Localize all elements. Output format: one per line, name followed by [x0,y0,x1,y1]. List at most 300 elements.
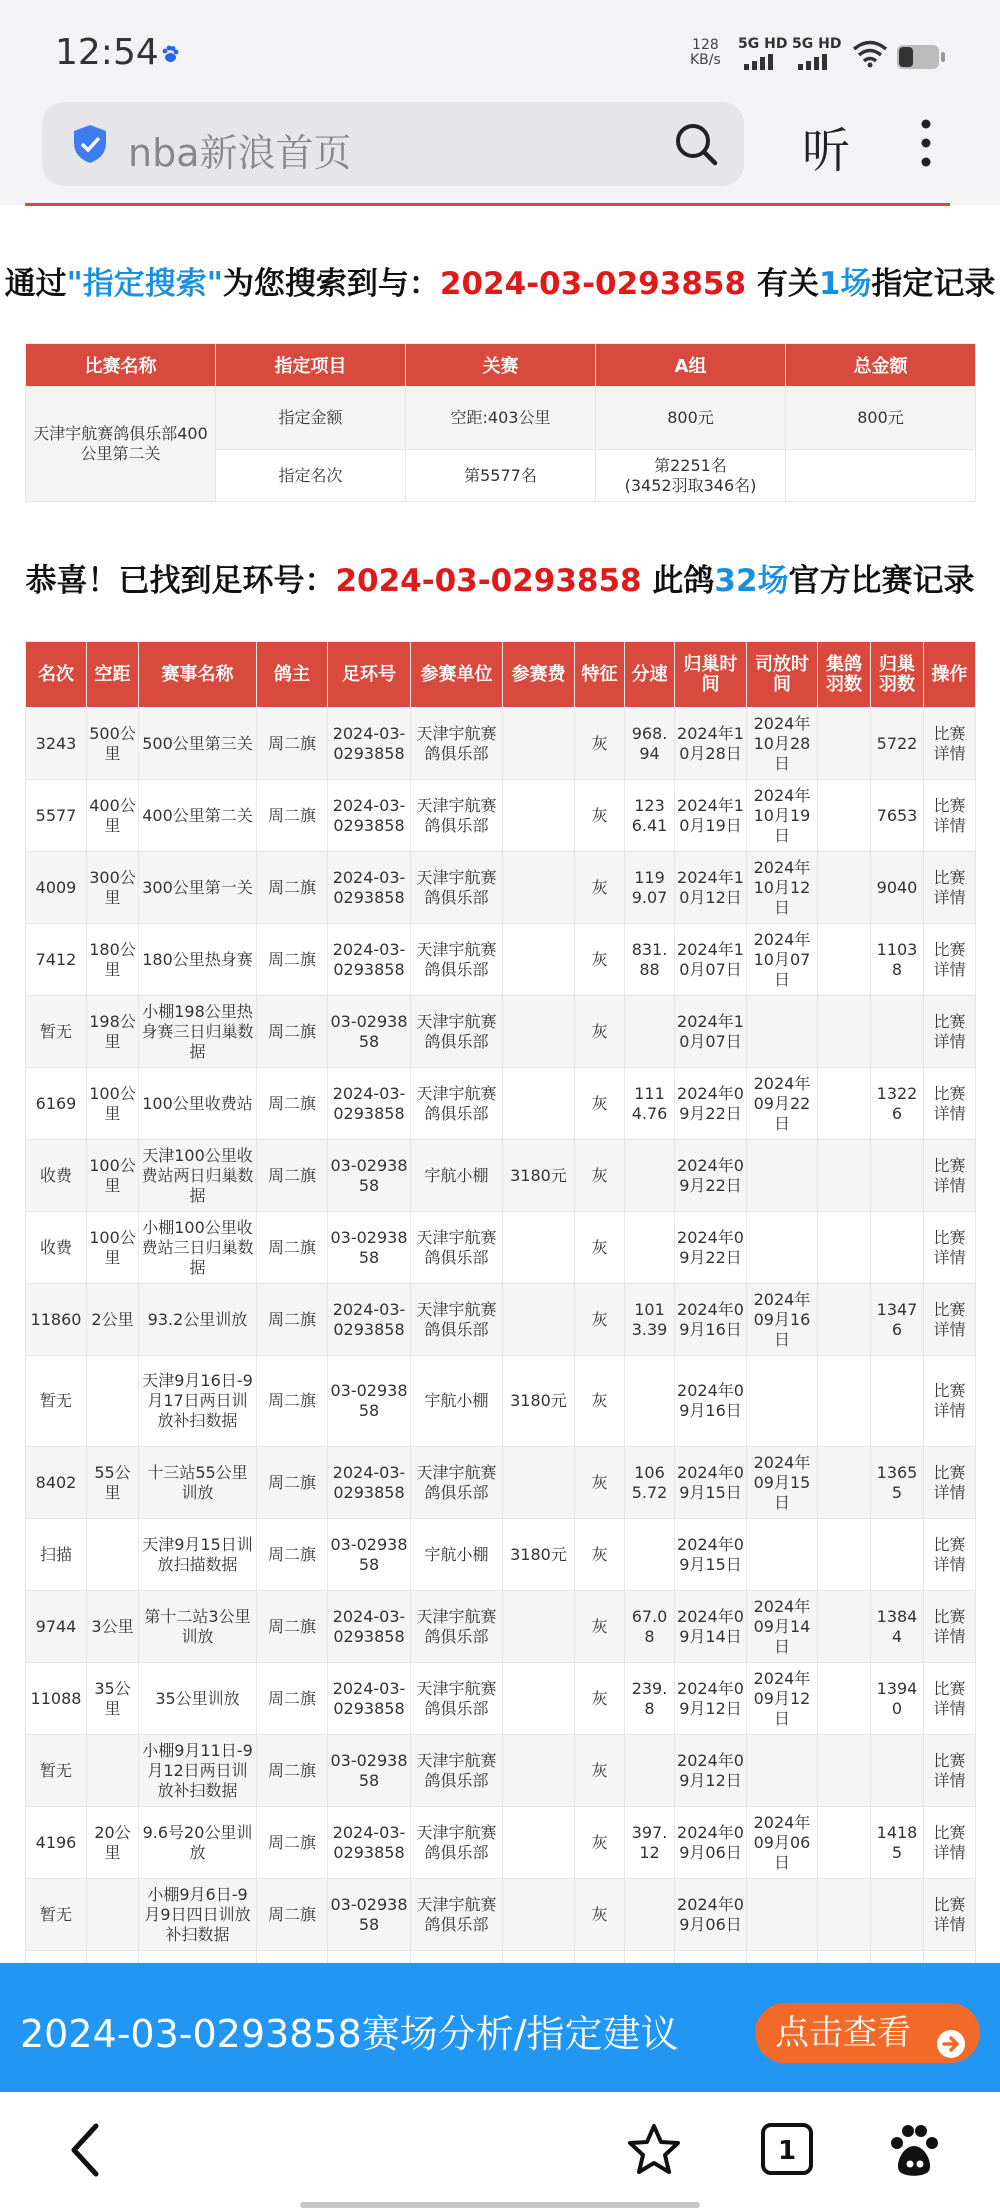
cell-distance [87,1879,139,1951]
cell-release-time: 2024年09月22日 [747,1068,818,1140]
cell-speed: 831.88 [625,924,675,996]
column-header-returned-count: 归巢羽数 [871,642,924,708]
cell-entry-fee [503,1663,575,1735]
cell-return-time: 2024年09月22日 [675,1068,747,1140]
cell-speed [625,1519,675,1591]
cell-speed: 1199.07 [625,852,675,924]
column-header-speed: 分速 [625,642,675,708]
table-header-row [26,344,976,387]
cell-speed [625,1140,675,1212]
cell-rank: 暂无 [26,1879,87,1951]
cell-returned-count [871,1140,924,1212]
cell-ring-number: 2024-03-0293858 [328,1284,411,1356]
cell-release-time: 2024年10月19日 [747,780,818,852]
race-details-link[interactable]: 比赛详情 [924,924,976,996]
cell-distance: 500公里 [87,708,139,780]
cell-feature: 灰 [575,1879,625,1951]
race-details-link[interactable]: 比赛详情 [924,1519,976,1591]
battery-icon [896,44,946,74]
divider [25,203,950,206]
race-details-link[interactable]: 比赛详情 [924,1447,976,1519]
cell-ring-number: 03-0293858 [328,1140,411,1212]
cell-entered-count [818,852,871,924]
cell-race-name: 93.2公里训放 [139,1284,257,1356]
cell-feature: 灰 [575,1068,625,1140]
cell-feature: 灰 [575,780,625,852]
cell-rank: 6169 [26,1068,87,1140]
cell-race-name: 小棚9月6日-9月9日四日训放补扫数据 [139,1879,257,1951]
cell-club: 天津宇航赛鸽俱乐部 [411,1212,503,1284]
cell-club: 宇航小棚 [411,1140,503,1212]
cell-owner: 周二旗 [257,1356,328,1447]
cell-return-time: 2024年09月15日 [675,1519,747,1591]
cell-owner: 周二旗 [257,996,328,1068]
column-header-owner: 鸽主 [257,642,328,708]
cell-race-name: 第十二站3公里训放 [139,1591,257,1663]
cell-race-name: 300公里第一关 [139,852,257,924]
cell-return-time: 2024年09月14日 [675,1591,747,1663]
cell-distance: 20公里 [87,1807,139,1879]
cell-rank: 暂无 [26,1356,87,1447]
cell-race-name: 小棚100公里收费站三日归巢数据 [139,1212,257,1284]
cell-entered-count [818,1284,871,1356]
table-cell: 指定金额 [216,387,406,450]
cell-entry-fee [503,1447,575,1519]
cell-release-time: 2024年09月14日 [747,1591,818,1663]
cell-release-time: 2024年10月28日 [747,708,818,780]
race-details-link[interactable]: 比赛详情 [924,1591,976,1663]
cell-release-time: 2024年09月15日 [747,1447,818,1519]
cell-return-time: 2024年10月12日 [675,852,747,924]
table-header-row [26,642,976,708]
table-row [26,1735,976,1807]
cell-distance: 100公里 [87,1140,139,1212]
cell-entry-fee: 3180元 [503,1356,575,1447]
cell-entry-fee [503,1879,575,1951]
cell-feature: 灰 [575,1807,625,1879]
table-row [26,1519,976,1591]
cell-feature: 灰 [575,1591,625,1663]
column-header-club: 参赛单位 [411,642,503,708]
cell-rank: 收费 [26,1140,87,1212]
cell-return-time: 2024年09月12日 [675,1735,747,1807]
cell-rank: 4196 [26,1807,87,1879]
cell-return-time: 2024年09月15日 [675,1447,747,1519]
cell-return-time: 2024年10月07日 [675,924,747,996]
cell-owner: 周二旗 [257,1879,328,1951]
table-cell: 空距:403公里 [406,387,596,450]
cell-release-time: 2024年10月07日 [747,924,818,996]
cell-speed: 968.94 [625,708,675,780]
race-details-link[interactable]: 比赛详情 [924,1879,976,1951]
cell-release-time [747,1879,818,1951]
cell-rank: 3243 [26,708,87,780]
column-header: A组 [596,344,786,387]
cell-speed: 1065.72 [625,1447,675,1519]
cell-entered-count [818,1356,871,1447]
table-row [26,387,976,450]
race-details-link[interactable]: 比赛详情 [924,996,976,1068]
search-box[interactable] [42,102,744,186]
wifi-icon [852,40,888,72]
cell-entered-count [818,1807,871,1879]
cell-club: 天津宇航赛鸽俱乐部 [411,1284,503,1356]
home-indicator[interactable] [300,2202,700,2208]
table-row [26,1879,976,1951]
cell-entry-fee [503,1284,575,1356]
cell-race-name: 180公里热身赛 [139,924,257,996]
cell-distance: 400公里 [87,780,139,852]
cell-return-time: 2024年09月16日 [675,1284,747,1356]
race-details-link[interactable]: 比赛详情 [924,1735,976,1807]
cell-returned-count: 13655 [871,1447,924,1519]
cell-rank: 11860 [26,1284,87,1356]
cell-rank: 9744 [26,1591,87,1663]
cell-race-name: 小棚9月11日-9月12日两日训放补扫数据 [139,1735,257,1807]
cell-entered-count [818,708,871,780]
cell-race-name: 400公里第二关 [139,780,257,852]
baidu-paw-icon [160,44,180,68]
cell-return-time: 2024年09月16日 [675,1356,747,1447]
race-details-link[interactable]: 比赛详情 [924,1140,976,1212]
cell-entry-fee [503,780,575,852]
cell-returned-count: 13226 [871,1068,924,1140]
cell-feature: 灰 [575,1663,625,1735]
cell-return-time: 2024年10月19日 [675,780,747,852]
cell-return-time: 2024年09月06日 [675,1879,747,1951]
cell-release-time [747,1140,818,1212]
banner-text[interactable]: 2024-03-0293858赛场分析/指定建议 [20,2012,679,2056]
cell-release-time: 2024年09月06日 [747,1807,818,1879]
cell-returned-count: 13476 [871,1284,924,1356]
table-row [26,852,976,924]
cell-owner: 周二旗 [257,1807,328,1879]
cell-distance: 180公里 [87,924,139,996]
cell-speed: 397.12 [625,1807,675,1879]
cell-race-name: 天津100公里收费站两日归巢数据 [139,1140,257,1212]
cell-release-time: 2024年10月12日 [747,852,818,924]
cell-return-time: 2024年09月22日 [675,1212,747,1284]
bet-record-table [25,343,976,502]
cell-returned-count [871,996,924,1068]
cell-club: 宇航小棚 [411,1519,503,1591]
cell-entry-fee [503,1591,575,1663]
cell-race-name: 100公里收费站 [139,1068,257,1140]
cell-returned-count [871,1519,924,1591]
cell-speed: 239.8 [625,1663,675,1735]
cell-owner: 周二旗 [257,1212,328,1284]
cell-returned-count: 14185 [871,1807,924,1879]
cell-speed [625,1356,675,1447]
cell-entered-count [818,1140,871,1212]
cell-ring-number: 2024-03-0293858 [328,1591,411,1663]
column-header: 指定项目 [216,344,406,387]
cell-release-time [747,1356,818,1447]
cell-entry-fee [503,1068,575,1140]
cell-feature: 灰 [575,1519,625,1591]
cell-returned-count [871,1356,924,1447]
cell-distance [87,1735,139,1807]
cell-feature: 灰 [575,1284,625,1356]
cell-release-time [747,996,818,1068]
tabs-icon[interactable] [760,2122,814,2180]
cell-returned-count: 5722 [871,708,924,780]
cell-ring-number: 2024-03-0293858 [328,1068,411,1140]
search-result-heading: 通过"指定搜索"为您搜索到与：2024-03-0293858 有关1场指定记录 [4,266,996,302]
cell-rank: 11088 [26,1663,87,1735]
table-cell: 第5577名 [406,450,596,502]
cell-feature: 灰 [575,996,625,1068]
cell-returned-count: 13940 [871,1663,924,1735]
cell-returned-count: 9040 [871,852,924,924]
cell-distance: 300公里 [87,852,139,924]
table-cell: 第2251名 (3452羽取346名) [596,450,786,502]
cell-distance: 100公里 [87,1212,139,1284]
cell-feature: 灰 [575,708,625,780]
cell-rank: 7412 [26,924,87,996]
bookmark-star-icon[interactable] [626,2122,682,2182]
cell-entry-fee: 3180元 [503,1519,575,1591]
cell-speed: 1236.41 [625,780,675,852]
cell-rank: 5577 [26,780,87,852]
race-details-link[interactable]: 比赛详情 [924,1356,976,1447]
cell-owner: 周二旗 [257,1591,328,1663]
race-details-link[interactable]: 比赛详情 [924,780,976,852]
listen-button[interactable]: 听 [802,123,851,179]
column-header: 关赛 [406,344,596,387]
signal-indicator-2: 5G HD [792,36,841,70]
table-row [26,780,976,852]
cell-feature: 灰 [575,1212,625,1284]
cell-club: 天津宇航赛鸽俱乐部 [411,780,503,852]
back-icon[interactable] [66,2122,106,2182]
table-row [26,1356,976,1447]
clock: 12:54 [55,32,159,73]
cell-speed [625,1212,675,1284]
cell-race-name: 十三站55公里训放 [139,1447,257,1519]
cell-entered-count [818,1519,871,1591]
cell-race-name: 500公里第三关 [139,708,257,780]
cell-entered-count [818,1663,871,1735]
search-query[interactable]: nba新浪首页 [128,131,352,175]
table-row [26,1212,976,1284]
cell-speed [625,996,675,1068]
race-details-link[interactable]: 比赛详情 [924,1663,976,1735]
cell-owner: 周二旗 [257,1735,328,1807]
cell-feature: 灰 [575,924,625,996]
cell-returned-count [871,1879,924,1951]
table-row [26,924,976,996]
cell-club: 天津宇航赛鸽俱乐部 [411,708,503,780]
table-row [26,1284,976,1356]
cell-release-time [747,1735,818,1807]
cell-owner: 周二旗 [257,708,328,780]
signal-indicator-1: 5G HD [738,36,787,70]
signal-bars-icon [792,54,832,70]
cell-speed [625,1735,675,1807]
cell-entry-fee [503,1735,575,1807]
cell-club: 宇航小棚 [411,1356,503,1447]
cell-return-time: 2024年10月07日 [675,996,747,1068]
cell-feature: 灰 [575,1447,625,1519]
cell-race-name: 9.6号20公里训放 [139,1807,257,1879]
more-menu-icon[interactable] [918,118,934,172]
column-header-release-time: 司放时间 [747,642,818,708]
cell-ring-number: 03-0293858 [328,996,411,1068]
cell-entry-fee [503,708,575,780]
column-header-race-name: 赛事名称 [139,642,257,708]
cell-distance [87,1519,139,1591]
cell-rank: 8402 [26,1447,87,1519]
cell-return-time: 2024年09月22日 [675,1140,747,1212]
cell-speed: 1013.39 [625,1284,675,1356]
cell-distance: 198公里 [87,996,139,1068]
cell-returned-count: 11038 [871,924,924,996]
cell-release-time: 2024年09月16日 [747,1284,818,1356]
table-row [26,1140,976,1212]
race-details-link[interactable]: 比赛详情 [924,1284,976,1356]
arrow-right-icon [936,2018,966,2078]
cell-returned-count [871,1735,924,1807]
column-header: 比赛名称 [26,344,216,387]
cell-ring-number: 2024-03-0293858 [328,1447,411,1519]
cell-speed: 67.08 [625,1591,675,1663]
cell-club: 天津宇航赛鸽俱乐部 [411,1735,503,1807]
browser-nav-bar [0,2092,1000,2211]
cell-entered-count [818,1591,871,1663]
security-shield-icon [72,124,108,168]
race-details-link[interactable]: 比赛详情 [924,1807,976,1879]
cell-owner: 周二旗 [257,924,328,996]
cell-entered-count [818,780,871,852]
cell-entered-count [818,996,871,1068]
cell-ring-number: 2024-03-0293858 [328,1807,411,1879]
cell-entered-count [818,1212,871,1284]
table-row [26,1447,976,1519]
network-speed: 128 KB/s [690,37,721,68]
cell-ring-number: 03-0293858 [328,1356,411,1447]
column-header-action: 操作 [924,642,976,708]
cell-entered-count [818,1447,871,1519]
cell-return-time: 2024年10月28日 [675,708,747,780]
cell-entry-fee [503,1807,575,1879]
cell-ring-number: 03-0293858 [328,1519,411,1591]
cell-rank: 扫描 [26,1519,87,1591]
cell-owner: 周二旗 [257,780,328,852]
cell-entered-count [818,1068,871,1140]
cell-feature: 灰 [575,1356,625,1447]
column-header-distance: 空距 [87,642,139,708]
table-cell: 800元 [786,387,976,450]
analysis-banner[interactable] [0,1963,1000,2092]
cell-entry-fee [503,924,575,996]
table-row [26,1807,976,1879]
table-row [26,1591,976,1663]
cell-entered-count [818,1879,871,1951]
table-row [26,708,976,780]
table-cell [786,450,976,502]
cell-club: 天津宇航赛鸽俱乐部 [411,852,503,924]
cell-returned-count: 13844 [871,1591,924,1663]
cell-ring-number: 2024-03-0293858 [328,924,411,996]
cell-feature: 灰 [575,852,625,924]
cell-club: 天津宇航赛鸽俱乐部 [411,1591,503,1663]
cell-release-time [747,1519,818,1591]
cell-distance: 55公里 [87,1447,139,1519]
race-details-link[interactable]: 比赛详情 [924,708,976,780]
cell-owner: 周二旗 [257,1068,328,1140]
cell-owner: 周二旗 [257,1663,328,1735]
cell-return-time: 2024年09月06日 [675,1807,747,1879]
race-name-cell: 天津宇航赛鸽俱乐部400公里第二关 [26,387,216,502]
cell-club: 天津宇航赛鸽俱乐部 [411,1663,503,1735]
cell-entered-count [818,1735,871,1807]
cell-distance [87,1356,139,1447]
race-details-link[interactable]: 比赛详情 [924,1068,976,1140]
cell-race-name: 35公里训放 [139,1663,257,1735]
cell-feature: 灰 [575,1735,625,1807]
cell-distance: 2公里 [87,1284,139,1356]
column-header-ring-number: 足环号 [328,642,411,708]
cell-speed [625,1879,675,1951]
cell-owner: 周二旗 [257,1140,328,1212]
cell-release-time: 2024年09月12日 [747,1663,818,1735]
cell-feature: 灰 [575,1140,625,1212]
cell-entry-fee: 3180元 [503,1140,575,1212]
cell-owner: 周二旗 [257,1519,328,1591]
cell-club: 天津宇航赛鸽俱乐部 [411,1447,503,1519]
cell-rank: 收费 [26,1212,87,1284]
column-header-rank: 名次 [26,642,87,708]
column-header: 总金额 [786,344,976,387]
view-button[interactable]: 点击查看 [755,2003,980,2063]
cell-rank: 4009 [26,852,87,924]
cell-entry-fee [503,996,575,1068]
tab-count: 1 [777,2136,797,2166]
search-icon[interactable] [674,122,718,170]
cell-returned-count [871,1212,924,1284]
cell-race-name: 天津9月16日-9月17日两日训放补扫数据 [139,1356,257,1447]
cell-owner: 周二旗 [257,1284,328,1356]
cell-speed: 1114.76 [625,1068,675,1140]
race-details-link[interactable]: 比赛详情 [924,852,976,924]
cell-rank: 暂无 [26,1735,87,1807]
cell-entry-fee [503,852,575,924]
column-header-feature: 特征 [575,642,625,708]
table-row [26,996,976,1068]
table-row [26,1068,976,1140]
cell-ring-number: 03-0293858 [328,1879,411,1951]
cell-distance: 35公里 [87,1663,139,1735]
cell-ring-number: 03-0293858 [328,1735,411,1807]
signal-bars-icon [738,54,778,70]
cell-distance: 3公里 [87,1591,139,1663]
cell-entry-fee [503,1212,575,1284]
table-row [26,1663,976,1735]
cell-entered-count [818,924,871,996]
cell-race-name: 天津9月15日训放扫描数据 [139,1519,257,1591]
cell-ring-number: 03-0293858 [328,1212,411,1284]
race-details-link[interactable]: 比赛详情 [924,1212,976,1284]
column-header-return-time: 归巢时间 [675,642,747,708]
cell-club: 天津宇航赛鸽俱乐部 [411,924,503,996]
cell-distance: 100公里 [87,1068,139,1140]
baidu-paw-icon[interactable] [886,2122,942,2182]
cell-club: 天津宇航赛鸽俱乐部 [411,1807,503,1879]
status-bar [0,0,1000,100]
cell-club: 天津宇航赛鸽俱乐部 [411,1879,503,1951]
cell-returned-count: 7653 [871,780,924,852]
